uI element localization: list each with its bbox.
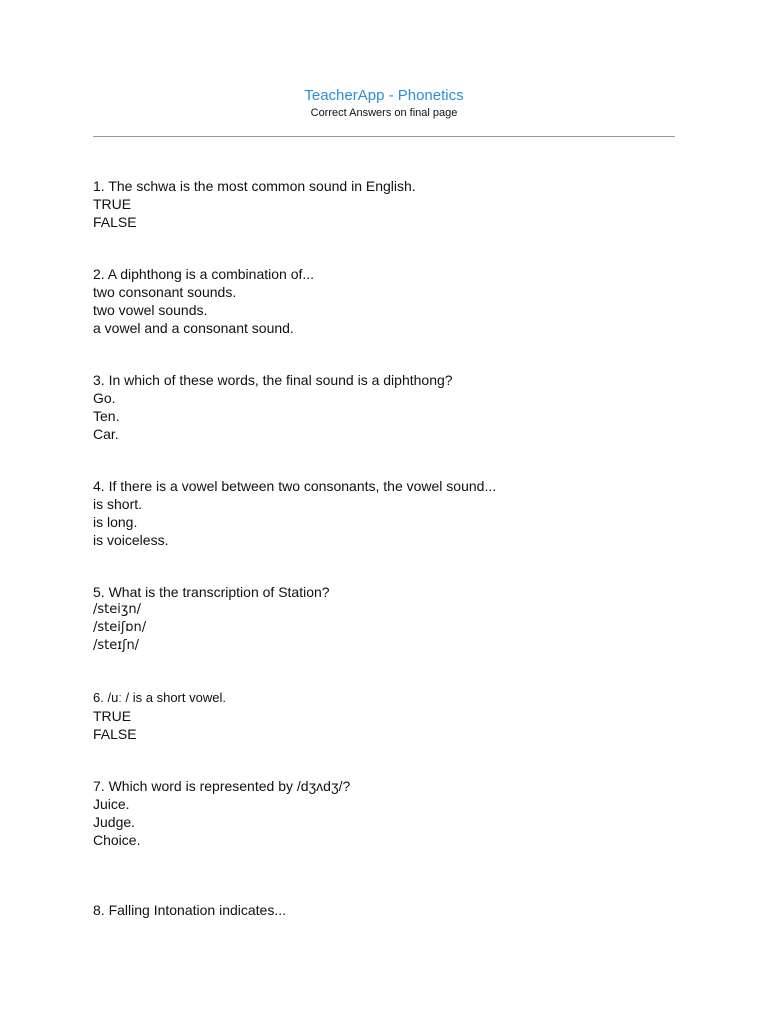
question-7 [93, 777, 693, 849]
answer-option: Juice. [93, 796, 130, 812]
page-title: TeacherApp - Phonetics [304, 87, 464, 104]
question-8 [93, 901, 693, 919]
page-header [0, 86, 768, 120]
answer-option: Car. [93, 426, 119, 442]
question-list [93, 177, 693, 953]
answer-option: TRUE [93, 708, 132, 724]
question-text: 5. What is the transcription of Station? [93, 584, 330, 600]
question-5 [93, 583, 693, 655]
answer-option: two consonant sounds. [93, 284, 237, 300]
answer-option: /steɪʃn/ [93, 638, 140, 653]
answer-option: is long. [93, 514, 138, 530]
question-1 [93, 177, 693, 231]
answer-option: Judge. [93, 814, 136, 830]
page-subtitle: Correct Answers on final page [310, 107, 458, 119]
answer-option: TRUE [93, 196, 132, 212]
question-text: 4. If there is a vowel between two consonants, the vowel sound... [93, 478, 497, 494]
answer-option: FALSE [93, 726, 137, 742]
answer-option: /steiʒn/ [93, 602, 141, 617]
question-3 [93, 371, 693, 443]
answer-option: Choice. [93, 832, 141, 848]
answer-option: /steiʃɒn/ [93, 620, 147, 635]
answer-option: FALSE [93, 214, 137, 230]
question-6 [93, 689, 693, 743]
question-text: 1. The schwa is the most common sound in English. [93, 178, 416, 194]
question-2 [93, 265, 693, 337]
question-text: 8. Falling Intonation indicates... [93, 902, 287, 918]
question-text: 7. Which word is represented by /dʒʌdʒ/? [93, 778, 351, 794]
answer-option: is short. [93, 496, 143, 512]
question-text: 2. A diphthong is a combination of... [93, 266, 315, 282]
question-4 [93, 477, 693, 549]
answer-option: Go. [93, 390, 116, 406]
header-divider [93, 136, 675, 137]
answer-option: a vowel and a consonant sound. [93, 320, 294, 336]
question-text: 6. /uː / is a short vowel. [93, 690, 226, 705]
answer-option: two vowel sounds. [93, 302, 208, 318]
answer-option: Ten. [93, 408, 120, 424]
answer-option: is voiceless. [93, 532, 169, 548]
question-text: 3. In which of these words, the final sound is a diphthong? [93, 372, 453, 388]
